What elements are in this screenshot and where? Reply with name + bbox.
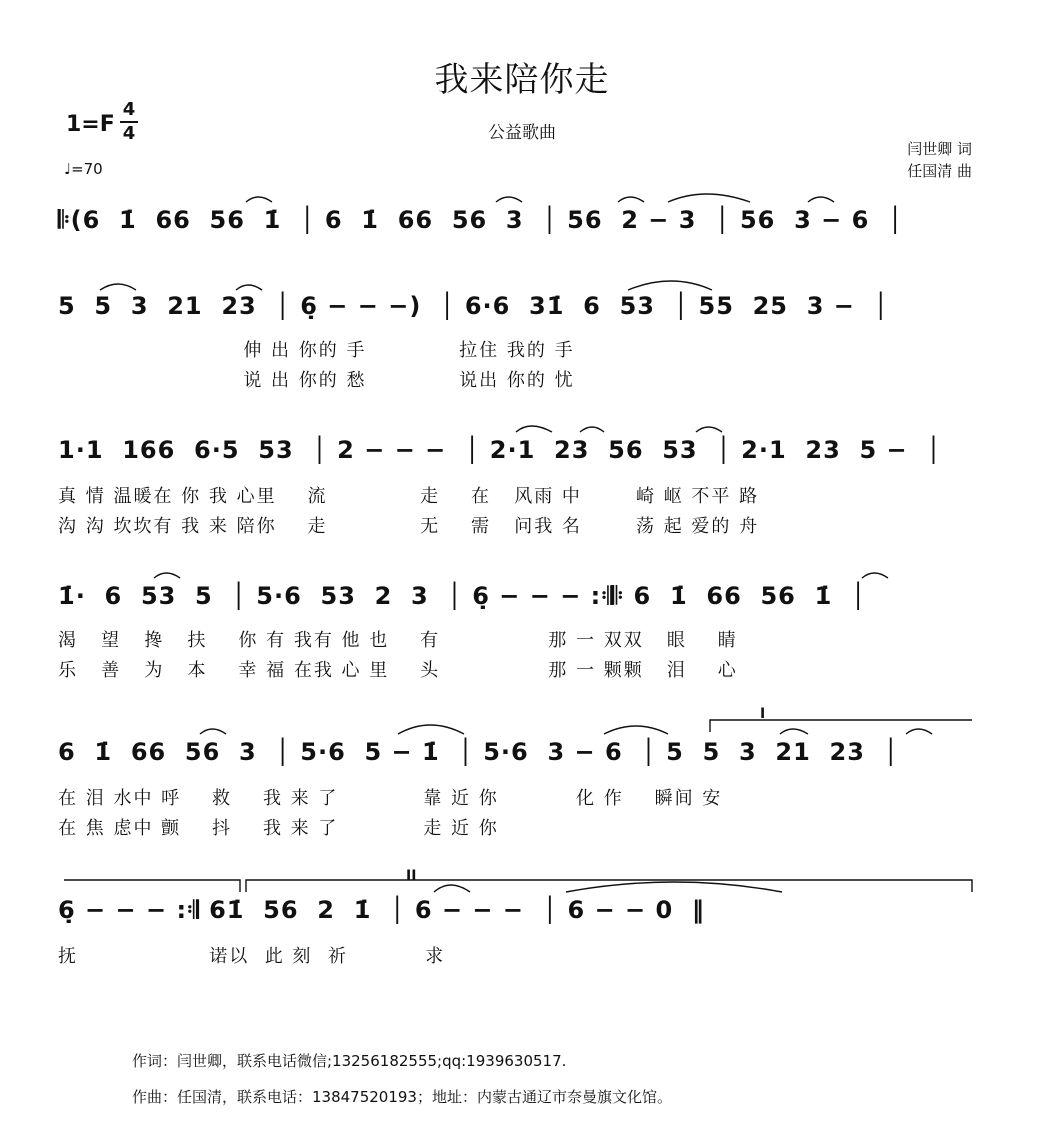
- slur: [236, 285, 262, 290]
- notes-row-5: 6 1̇ 66 56 3 │ 5·6 5 − 1̇ │ 5·6 3 − 6 │ 5 5 3 21 23 │: [58, 738, 900, 766]
- slur: [604, 726, 668, 734]
- lyric-row-2-verse-1: 伸 出 你的 手 拉住 我的 手: [58, 340, 575, 361]
- slur: [496, 197, 522, 202]
- lyric-row-5-verse-2: 在 焦 虑中 颤 抖 我 来 了 走 近 你: [58, 818, 499, 839]
- lyricist-credit: 闫世卿 词: [907, 140, 972, 158]
- slur: [696, 427, 722, 432]
- slur: [246, 197, 272, 202]
- composer-credit: 任国清 曲: [907, 162, 972, 180]
- notes-row-1: 𝄆(6 1̇ 66 56 1̇ │ 6 1̇ 66 56 3 │ 56 2 − 3 │ 56 3 − 6 │: [58, 206, 904, 234]
- key-signature: 1=F: [66, 112, 115, 137]
- lyric-row-5-verse-1: 在 泪 水中 呼 救 我 来 了 靠 近 你 化 作 瞬间 安: [58, 788, 723, 809]
- slur: [628, 281, 712, 290]
- notes-row-2: 5 5 3 21 23 │ 6̣ − − −) │ 6·6 31̇ 6 53 │ 55 25 3 − │: [58, 292, 890, 320]
- slur: [580, 427, 604, 432]
- slur: [398, 725, 464, 734]
- notes-row-3: 1·1 166 6·5 53 │ 2 − − − │ 2·1 23 56 53 │ 2·1 23 5 − │: [58, 436, 942, 464]
- volta-2-bracket: [246, 880, 972, 892]
- lyric-row-4-verse-1: 渴 望 搀 扶 你 有 我有 他 也 有 那 一 双双 眼 睛: [58, 630, 738, 651]
- lyric-row-4-verse-2: 乐 善 为 本 幸 福 在我 心 里 头 那 一 颗颗 泪 心: [58, 660, 738, 681]
- slur: [906, 729, 932, 734]
- lyric-row-6-verse-1: 抚 诺以 此 刻 祈 求: [58, 946, 446, 967]
- slur: [808, 197, 834, 202]
- footer-composer-info: 作曲：任国清，联系电话：13847520193；地址：内蒙古通辽市奈曼旗文化馆。: [132, 1088, 672, 1106]
- volta-2-label: II: [406, 868, 417, 884]
- song-title: 我来陪你走: [434, 60, 610, 100]
- slur: [668, 194, 750, 202]
- slur: [516, 426, 552, 432]
- slur: [100, 284, 136, 290]
- slur: [154, 573, 180, 578]
- notes-row-6: 6̣ − − − :𝄇 61̇ 56 2 1̇ │ 6 − − − │ 6 − − 0 ‖: [58, 896, 705, 924]
- lyric-row-2-verse-2: 说 出 你的 愁 说出 你的 忧: [58, 370, 575, 391]
- slur: [780, 729, 808, 734]
- song-subtitle: 公益歌曲: [488, 123, 556, 143]
- volta-1-bracket: [710, 720, 972, 732]
- volta-1-label: I: [760, 706, 766, 722]
- volta-1-end: [64, 880, 240, 892]
- time-signature-top: 4: [122, 99, 136, 120]
- footer-lyricist-info: 作词：闫世卿，联系电话微信;13256182555;qq:1939630517.: [132, 1052, 567, 1070]
- notes-row-4: 1̇· 6 53 5 │ 5·6 53 2 3 │ 6̣ − − − :𝄇𝄆 6 1̇ 66 56 1̇ │: [58, 582, 867, 610]
- slur: [566, 882, 782, 892]
- slur: [862, 573, 888, 578]
- time-signature: [120, 100, 138, 144]
- tempo-marking: ♩=70: [64, 160, 103, 178]
- slur: [618, 197, 644, 202]
- time-signature-bottom: 4: [122, 123, 136, 144]
- slur: [200, 729, 226, 734]
- slur: [434, 885, 470, 892]
- lyric-row-3-verse-2: 沟 沟 坎坎有 我 来 陪你 走 无 需 问我 名 荡 起 爱的 舟: [58, 516, 760, 537]
- lyric-row-3-verse-1: 真 情 温暖在 你 我 心里 流 走 在 风雨 中 崎 岖 不平 路: [58, 486, 760, 507]
